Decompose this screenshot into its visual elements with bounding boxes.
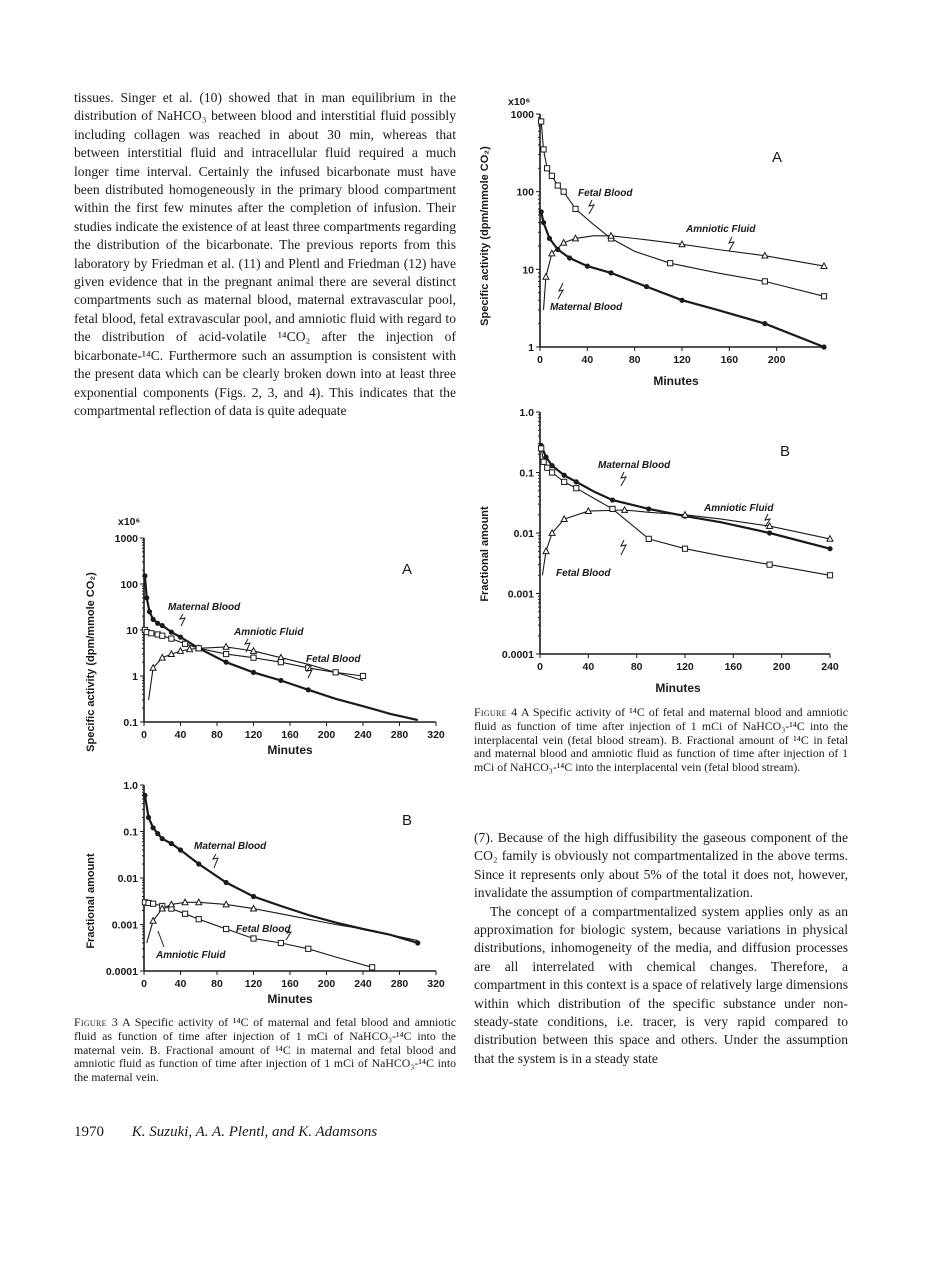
page-footer (74, 1124, 377, 1141)
fig4b-ylabel: Fractional amount (479, 506, 491, 602)
fig3b-maternal-blood-point (146, 815, 151, 820)
fig4b-pointer-maternal (621, 472, 626, 486)
fig3b-pointer-amniotic (158, 931, 164, 947)
fig4b-x-tick-label: 40 (582, 661, 595, 673)
fig3b-ylabel: Fractional amount (85, 853, 97, 949)
fig4b-fetal-blood-point (574, 486, 579, 491)
fig3b-maternal-blood-point (224, 880, 229, 885)
fig3b-amniotic-fluid-curve (147, 902, 418, 943)
fig3b-label-maternal: Maternal Blood (194, 841, 267, 852)
fig3b-chart (78, 775, 458, 1010)
fig3a-maternal-blood-point (224, 660, 229, 665)
fig3a-maternal-blood-point (147, 609, 152, 614)
fig4a-x-tick-label: 200 (767, 354, 786, 366)
fig3a-fetal-blood-point (224, 651, 229, 656)
fig4a-fetal-blood-point (573, 206, 578, 211)
fig3a-fetal-blood-point (360, 673, 365, 678)
fig4a-multiplier: x10⁶ (508, 96, 531, 108)
fig3a-multiplier: x10⁶ (118, 516, 141, 528)
figure4-caption-text: A Specific activity of ¹⁴C of fetal and maternal blood and amniotic fluid as function of time after injection of 1 mCi of NaHCO₃-¹⁴C into the interplacental vein (fetal blood stream). B. Fractional amount of ¹⁴C in fetal and maternal blood and amniotic fluid as function of time after injection of 1 mCi of NaHCO₃-¹⁴C into the interplacental vein (fetal blood stream). (474, 705, 849, 775)
fig4a-y-tick-label: 100 (516, 186, 534, 199)
fig4b-maternal-blood-point (767, 530, 772, 535)
fig3b-y-tick-label: 0.1 (123, 826, 138, 839)
fig4a-maternal-blood-point (679, 298, 684, 303)
fig4a-chart (474, 92, 854, 392)
fig3b-fetal-blood-point (196, 917, 201, 922)
fig4a-x-tick-label: 160 (720, 354, 739, 366)
fig4b-amniotic-fluid-curve (542, 510, 830, 575)
fig3b-y-tick-label: 0.001 (111, 919, 138, 932)
figure3-caption (74, 1016, 456, 1085)
fig3b-x-tick-label: 80 (211, 978, 223, 990)
fig3b-x-tick-label: 0 (141, 978, 147, 990)
fig4b-maternal-blood-point (562, 473, 567, 478)
fig4a-label-maternal: Maternal Blood (550, 302, 623, 313)
fig4a-fetal-blood-curve (541, 122, 824, 297)
fig4a-fetal-blood-point (821, 294, 826, 299)
page-number: 1970 (74, 1124, 104, 1140)
fig4b-y-tick-label: 1.0 (519, 407, 534, 419)
fig3b-maternal-blood-point (155, 831, 160, 836)
fig3b-maternal-blood-point (196, 861, 201, 866)
fig4a-pointer-amniotic (729, 237, 734, 251)
fig4a-x-tick-label: 40 (581, 354, 594, 366)
fig4a-fetal-blood-point (545, 166, 550, 171)
body-paragraph: tissues. Singer et al. (10) showed that in man equilibrium in the distribution of NaHCO₃ between blood and interstitial fluid possibly including collagen was reached in about 30 min, whereas that between interstitial fluid and intracellular fluid required a much longer time interval. Certainly the infused bicarbonate must have been distributed homogeneously in the primary blood compartment within the first few minutes after the completion of infusion. Their studies indicate the existence of at least three compartments regarding the distribution of the bicarbonate. The previous reports from this laboratory by Friedman et al. (11) and Plentl and Friedman (12) have given evidence that in the pregnant animal there are several distinct compartments such as maternal blood, maternal extravascular pool, fetal blood, fetal extravascular pool, and amniotic fluid with regard to the distribution of acid-volatile ¹⁴CO₂ after the injection of bicarbonate-¹⁴C. Furthermore such an assumption is consistent with the present data which can be clearly broken down into at least three exponential components (Figs. 2, 3, and 4). This indicates that the compartmental reflection of data is quite adequate (74, 90, 456, 418)
fig3a-xlabel: Minutes (267, 743, 313, 757)
fig3a-y-tick-label: 1 (132, 671, 138, 683)
fig4b-maternal-blood-point (610, 497, 615, 502)
fig4a-fetal-blood-point (555, 183, 560, 188)
fig4b-fetal-blood-point (549, 470, 554, 475)
fig3a-x-tick-label: 80 (211, 729, 223, 741)
fig3b-y-tick-label: 0.01 (117, 873, 138, 885)
fig4b-x-tick-label: 240 (821, 661, 839, 673)
fig4a-y-tick-label: 1000 (510, 109, 534, 121)
fig4b-panel-label: B (780, 443, 791, 460)
fig3b-fetal-blood-point (224, 926, 229, 931)
fig3b-maternal-blood-point (160, 836, 165, 841)
fig3a-x-tick-label: 240 (354, 729, 372, 741)
fig3b-maternal-blood-point (415, 940, 420, 945)
fig4a-maternal-blood-point (762, 321, 767, 326)
fig3a-label-maternal: Maternal Blood (168, 602, 241, 613)
figure3-caption-text: A Specific activity of ¹⁴C of maternal and fetal blood and amniotic fluid as function of time after injection of 1 mCi of NaHCO₃-¹⁴C into the maternal vein. B. Fractional amount of ¹⁴C in maternal and fetal blood and amniotic fluid as function of time after injection of 1 mCi of NaHCO₃-¹⁴C into the maternal vein. (74, 1015, 456, 1085)
fig4b-fetal-blood-point (610, 506, 615, 511)
fig4b-fetal-blood-point (767, 562, 772, 567)
fig3a-x-tick-label: 0 (141, 729, 147, 741)
fig3a-maternal-blood-point (160, 623, 165, 628)
fig4a-xlabel: Minutes (653, 374, 699, 388)
fig4a-ylabel: Specific activity (dpm/mmole CO₂) (479, 146, 491, 326)
left-column (74, 89, 456, 420)
fig4a-maternal-blood-point (644, 284, 649, 289)
fig3b-maternal-blood-point (151, 825, 156, 830)
fig3b-label-fetal: Fetal Blood (236, 924, 291, 935)
fig3a-y-tick-label: 100 (120, 579, 138, 591)
fig3b-x-tick-label: 160 (281, 978, 299, 990)
fig3b-label-amniotic: Amniotic Fluid (156, 950, 226, 961)
fig3a-fetal-blood-point (182, 641, 187, 646)
fig3b-maternal-blood-point (251, 894, 256, 899)
fig3a-maternal-blood-point (251, 670, 256, 675)
fig4b-fetal-blood-point (562, 479, 567, 484)
fig3a-label-amniotic: Amniotic Fluid (234, 627, 304, 638)
fig4b-maternal-blood-curve (541, 445, 830, 548)
fig4b-y-tick-label: 0.0001 (501, 649, 534, 661)
fig4b-fetal-blood-point (646, 536, 651, 541)
fig4b-chart (474, 400, 854, 700)
fig4b-y-tick-label: 0.1 (519, 467, 534, 480)
fig4a-maternal-blood-point (547, 236, 552, 241)
fig4a-x-tick-label: 80 (628, 354, 641, 366)
fig3a-maternal-blood-point (178, 635, 183, 640)
fig4a-maternal-blood-point (567, 255, 572, 260)
fig4a-fetal-blood-point (668, 261, 673, 266)
fig3a-maternal-blood-point (155, 621, 160, 626)
fig4a-maternal-blood-point (608, 270, 613, 275)
fig3a-fetal-blood-point (251, 655, 256, 660)
fig4a-fetal-blood-point (549, 173, 554, 178)
fig4b-x-tick-label: 80 (630, 661, 643, 673)
figure3-label: Figure 3 (74, 1015, 119, 1029)
fig3b-y-tick-label: 1.0 (123, 780, 138, 792)
fig4a-panel-label: A (772, 149, 783, 166)
fig4a-label-amniotic: Amniotic Fluid (686, 224, 756, 235)
fig4a-x-tick-label: 0 (537, 354, 543, 366)
fig3a-fetal-blood-point (278, 660, 283, 665)
fig4b-maternal-blood-point (646, 506, 651, 511)
fig3b-x-tick-label: 320 (427, 978, 445, 990)
fig4b-amniotic-fluid-point (543, 548, 549, 554)
fig4b-x-tick-label: 120 (676, 661, 694, 673)
fig4b-xlabel: Minutes (655, 681, 701, 695)
fig4a-pointer-maternal (558, 283, 563, 299)
fig3a-fetal-blood-point (149, 631, 154, 636)
fig3a-fetal-blood-point (333, 670, 338, 675)
fig4b-label-amniotic: Amniotic Fluid (704, 503, 774, 514)
fig4a-pointer-fetal (589, 200, 594, 214)
fig3b-fetal-blood-point (306, 946, 311, 951)
fig4a-maternal-blood-point (541, 220, 546, 225)
fig3a-pointer-maternal (180, 614, 185, 626)
fig3a-panel-label: A (402, 561, 413, 578)
fig4b-y-tick-label: 0.01 (513, 528, 534, 540)
fig3b-xlabel: Minutes (267, 992, 313, 1006)
fig3b-panel-label: B (402, 812, 413, 829)
fig3b-maternal-blood-curve (145, 795, 418, 943)
fig3a-maternal-blood-point (142, 573, 147, 578)
fig3a-maternal-blood-point (306, 687, 311, 692)
fig3a-maternal-blood-point (144, 595, 149, 600)
fig3a-x-tick-label: 320 (427, 729, 445, 741)
figure4-label: Figure 4 (474, 705, 518, 719)
fig3b-fetal-blood-point (370, 965, 375, 970)
fig3a-maternal-blood-point (278, 678, 283, 683)
fig4a-label-fetal: Fetal Blood (578, 188, 633, 199)
fig3b-maternal-blood-point (178, 847, 183, 852)
fig3b-fetal-blood-point (182, 911, 187, 916)
fig4b-y-tick-label: 0.001 (507, 588, 534, 601)
fig3b-x-tick-label: 240 (354, 978, 372, 990)
fig4b-fetal-blood-point (539, 446, 544, 451)
fig3a-fetal-blood-point (169, 636, 174, 641)
figure4-caption (474, 706, 848, 775)
fig4b-x-tick-label: 200 (772, 661, 791, 673)
right-column (474, 829, 848, 1068)
fig4a-maternal-blood-point (821, 344, 826, 349)
fig4b-x-tick-label: 160 (724, 661, 743, 673)
fig4a-y-tick-label: 1 (528, 342, 534, 354)
fig3a-y-tick-label: 0.1 (123, 717, 138, 729)
fig3b-fetal-blood-point (251, 936, 256, 941)
fig4b-fetal-blood-point (541, 459, 546, 464)
fig3a-fetal-blood-point (196, 646, 201, 651)
fig3b-x-tick-label: 200 (317, 978, 336, 990)
fig4a-maternal-blood-point (539, 209, 544, 214)
fig3b-pointer-maternal (213, 854, 218, 868)
fig3b-x-tick-label: 40 (174, 978, 187, 990)
fig3b-fetal-blood-point (151, 901, 156, 906)
fig4b-x-tick-label: 0 (537, 661, 543, 673)
fig3a-ylabel: Specific activity (dpm/mmole CO₂) (85, 572, 97, 752)
fig4b-label-maternal: Maternal Blood (598, 460, 671, 471)
body-paragraph-2: The concept of a compartmentalized system applies only as an approximation for biologic system, because variations in physical distributions, inhomogeneity of the media, and diffusion processes are all interrelated with chemical changes. Therefore, a compartment in this context is a space of relatively large dimensions within which distribution of the specific substance under non-steady-state conditions, i.e. tracer, is very rapid compared to distribution between this space and others. Under the assumption that the system is in a steady state (474, 903, 848, 1066)
fig3a-y-tick-label: 10 (126, 625, 138, 637)
fig3a-fetal-blood-point (160, 633, 165, 638)
fig4a-y-tick-label: 10 (522, 264, 534, 277)
fig4b-maternal-blood-point (574, 479, 579, 484)
fig3a-maternal-blood-point (151, 617, 156, 622)
fig3b-y-tick-label: 0.0001 (105, 966, 138, 978)
fig3b-maternal-blood-point (142, 793, 147, 798)
body-paragraph-1: (7). Because of the high diffusibility the gaseous component of the CO₂ family is obviously not compartmentalized in the above terms. Since it represents only about 5% of the total it does not, however, invalidate the assumption of compartmentalization. (474, 830, 848, 901)
fig4a-maternal-blood-point (585, 264, 590, 269)
fig4a-maternal-blood-point (555, 247, 560, 252)
fig3a-x-tick-label: 160 (281, 729, 299, 741)
fig4a-maternal-blood-curve (541, 212, 824, 347)
fig4a-amniotic-fluid-point (543, 274, 549, 280)
fig3b-fetal-blood-point (278, 940, 283, 945)
fig3a-chart (78, 512, 458, 762)
fig4a-x-tick-label: 120 (673, 354, 691, 366)
fig4a-fetal-blood-point (541, 147, 546, 152)
fig4b-fetal-blood-point (682, 546, 687, 551)
fig3a-x-tick-label: 200 (317, 729, 336, 741)
fig3a-label-fetal: Fetal Blood (306, 654, 361, 665)
fig4b-fetal-blood-point (827, 573, 832, 578)
fig3a-maternal-blood-point (169, 630, 174, 635)
fig3a-y-tick-label: 1000 (114, 533, 138, 545)
fig4a-fetal-blood-point (561, 189, 566, 194)
fig4a-fetal-blood-point (539, 119, 544, 124)
fig3b-x-tick-label: 280 (390, 978, 409, 990)
author-line: K. Suzuki, A. A. Plentl, and K. Adamsons (131, 1124, 378, 1140)
fig3b-x-tick-label: 120 (244, 978, 263, 990)
fig4a-fetal-blood-point (762, 279, 767, 284)
fig3a-x-tick-label: 40 (174, 729, 187, 741)
fig3b-maternal-blood-point (169, 841, 174, 846)
fig3a-maternal-blood-curve (145, 576, 418, 720)
fig4b-pointer-fetal (621, 540, 626, 555)
fig3a-x-tick-label: 280 (390, 729, 409, 741)
fig4b-maternal-blood-point (827, 546, 832, 551)
fig4b-label-fetal: Fetal Blood (556, 568, 611, 579)
fig3a-x-tick-label: 120 (244, 729, 263, 741)
